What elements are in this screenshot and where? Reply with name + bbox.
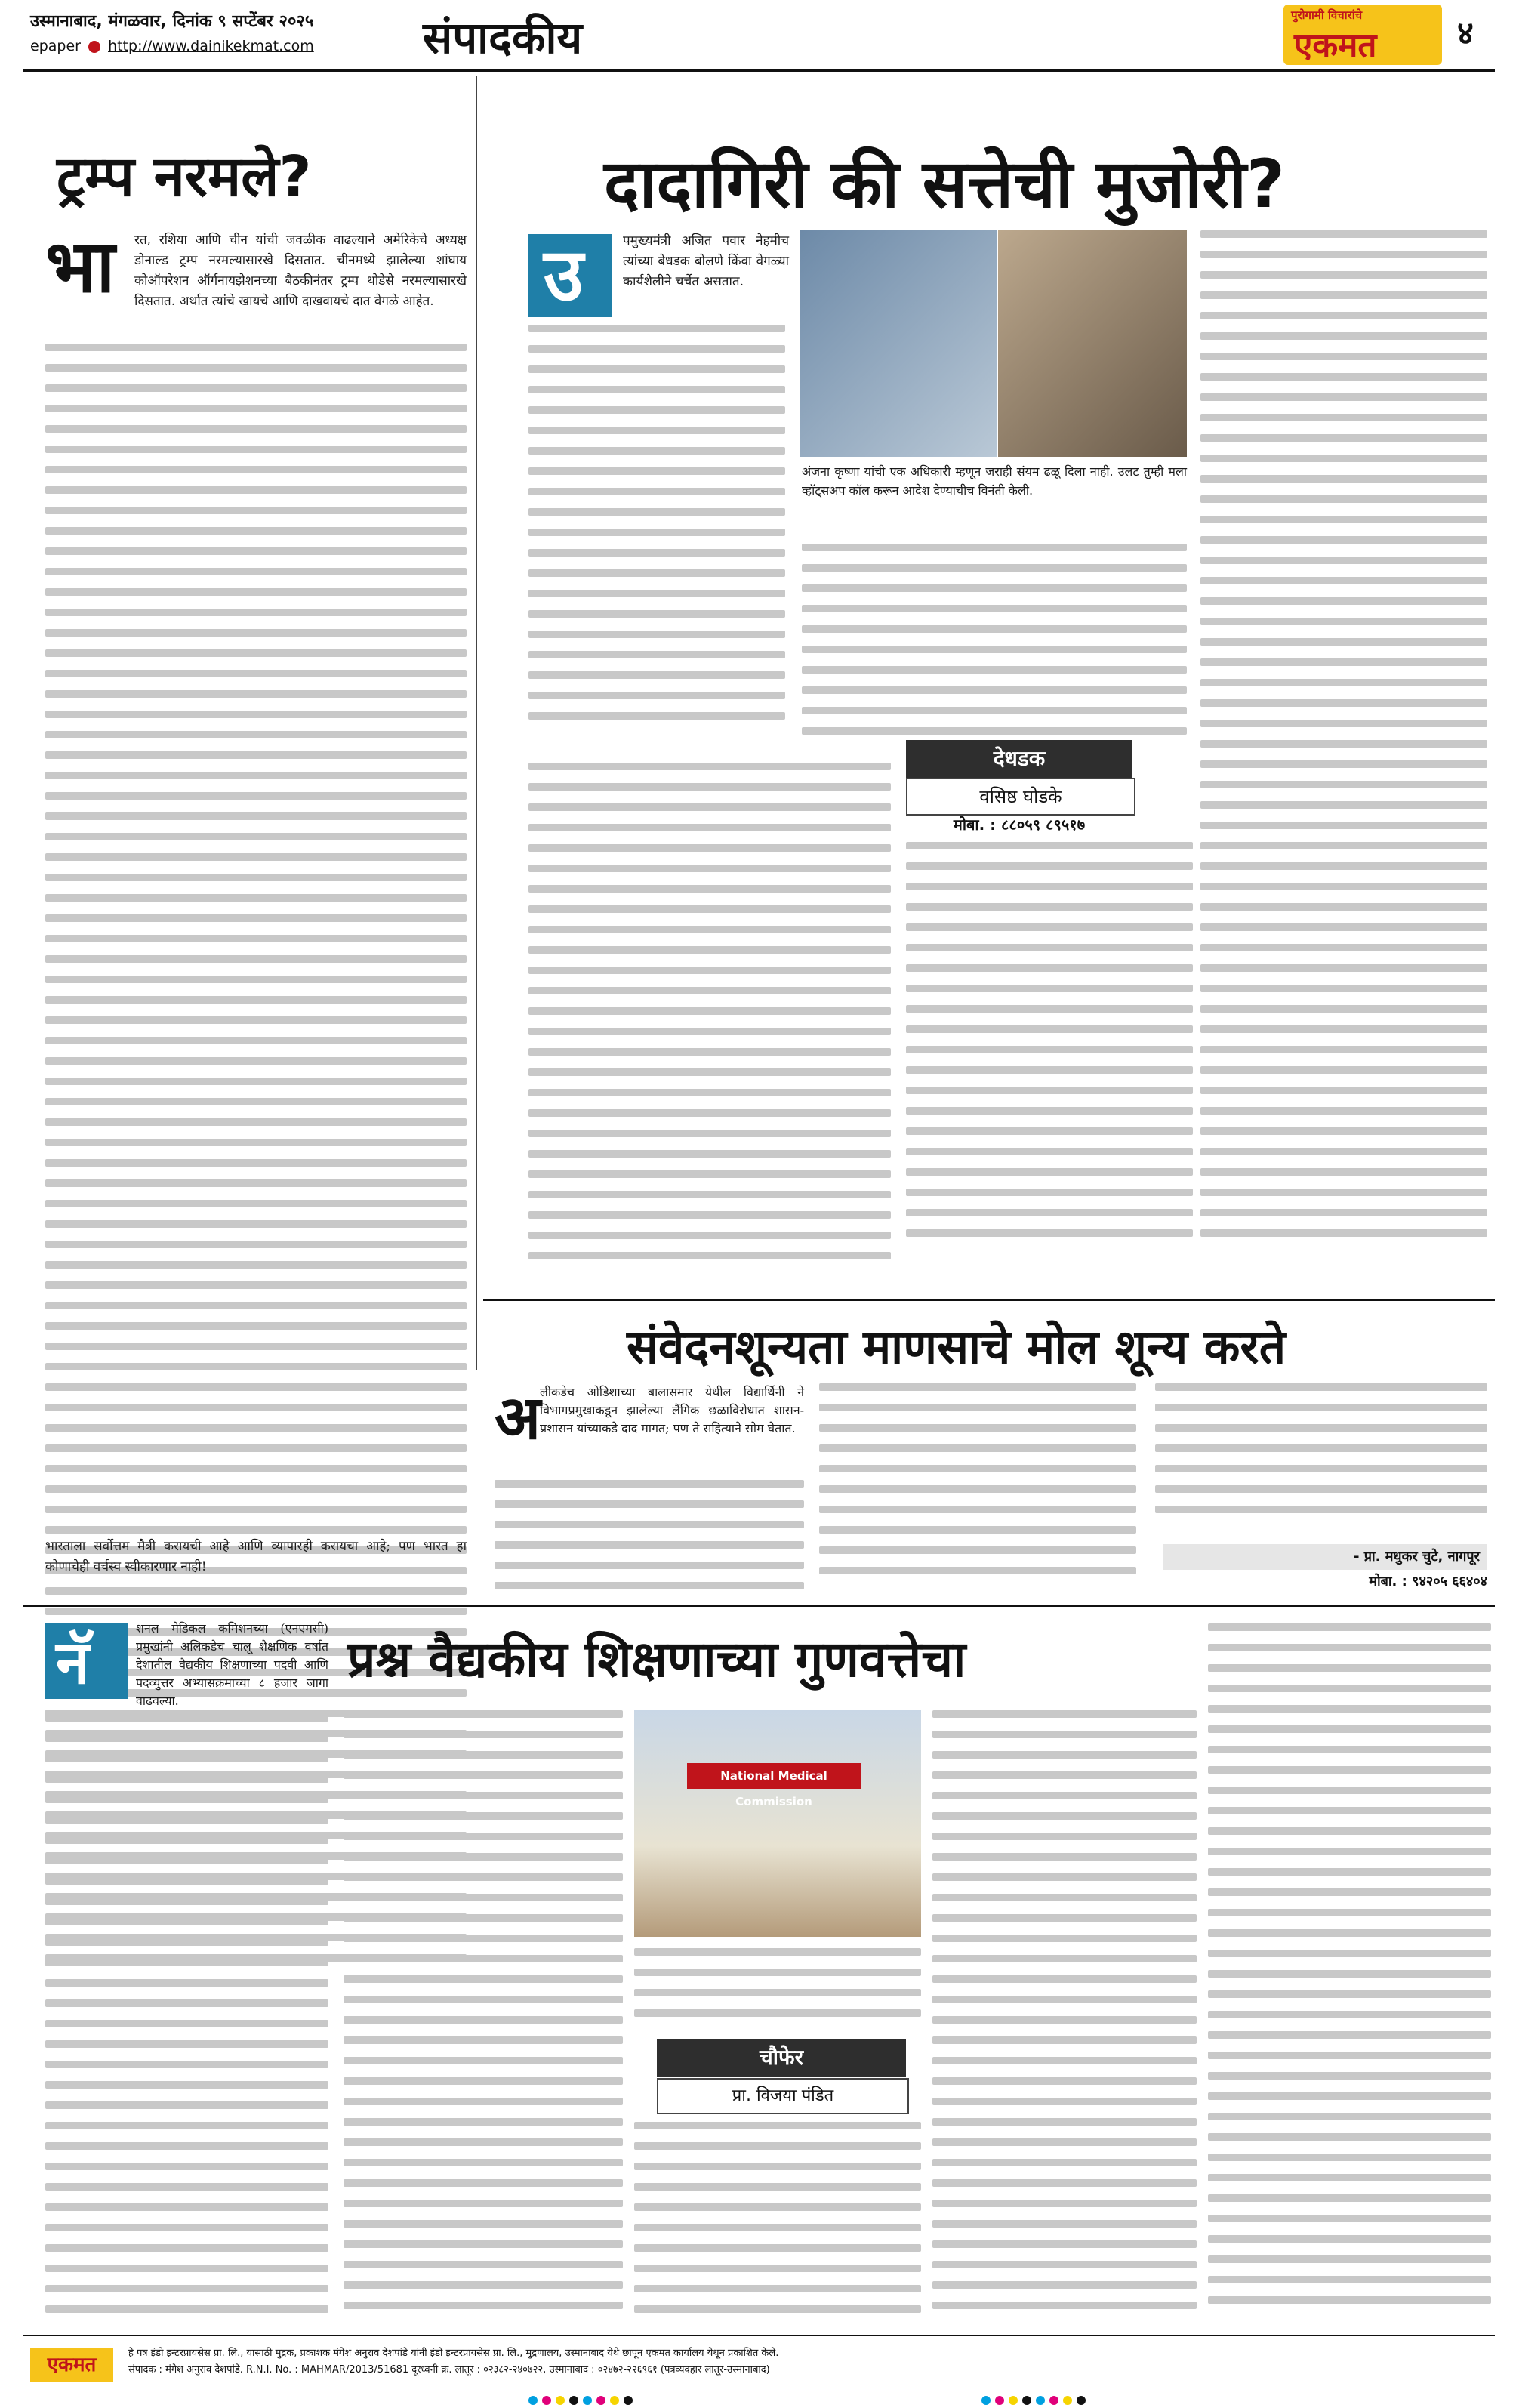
trump-opening: रत, रशिया आणि चीन यांची जवळीक वाढल्याने अमेरिकेचे अध्यक्ष डोनाल्ड ट्रम्प नरमल्यासारखे दिसतात. चीनमध्ये झालेल्या शांघाय कोऑपरेशन ऑर्गनायझेशनच्या बैठकीनंतर ट्रम्प थोडेसे नरमल्यासारखे दिसतात. अर्थात त्यांचे खायचे आणि दाखवायचे दात वेगळे आहेत. bbox=[134, 233, 467, 309]
brand-tagline: पुरोगामी विचारांचे bbox=[1291, 8, 1363, 22]
dadagiri-body-col2 bbox=[802, 544, 1187, 740]
footer bbox=[0, 2341, 1516, 2408]
nmc-sign: National Medical Commission bbox=[687, 1763, 861, 1789]
registration-marks-left bbox=[528, 2394, 637, 2403]
brand-logo bbox=[1283, 5, 1442, 65]
medical-body-col3b bbox=[634, 2122, 921, 2326]
masthead-rule bbox=[23, 69, 1495, 72]
nmc-building-photo bbox=[634, 1710, 921, 1937]
sanvedan-author: - प्रा. मधुकर चुटे, नागपूर bbox=[1163, 1544, 1487, 1570]
medical-dropcap: नॅ bbox=[56, 1627, 90, 1697]
dadagiri-body-col3 bbox=[1200, 230, 1487, 1265]
footer-imprint bbox=[128, 2345, 1487, 2379]
date-line: उस्मानाबाद, मंगळवार, दिनांक ९ सप्टेंबर २०२५ bbox=[30, 12, 314, 31]
medical-column-label: चौफेर bbox=[657, 2039, 906, 2077]
medical-body-col3a bbox=[634, 1948, 921, 2039]
medical-dropcap-box bbox=[45, 1623, 128, 1699]
dadagiri-mobile: मोबा. : ८८०५९ ८९५१७ bbox=[953, 816, 1086, 834]
dadagiri-dropcap: उ bbox=[544, 233, 584, 317]
dadagiri-body-col4 bbox=[528, 763, 891, 1284]
dadagiri-opening: पमुख्यमंत्री अजित पवार नेहमीच त्यांच्या बेधडक बोलणे किंवा वेगळ्या कार्यशैलीने चर्चेत असतात. bbox=[623, 233, 789, 289]
dadagiri-dropcap-box bbox=[528, 234, 612, 317]
medical-body-col4 bbox=[932, 1710, 1197, 2326]
sanvedan-opening: लीकडेच ओडिशाच्या बालासमार येथील विद्यार्थिनी ने विभागप्रमुखाकडून झालेल्या लैंगिक छळाविरोधात शासन-प्रशासन यांच्याकडे दाद मागत; पण ते सहित्याने सोम घेतात. bbox=[540, 1385, 804, 1435]
lower-rule bbox=[23, 1605, 1495, 1607]
medical-opening: शनल मेडिकल कमिशनच्या (एनएमसी) प्रमुखांनी अलिकडेच चालू शैक्षणिक वर्षात देशातील वैद्यकीय शिक्षणाच्या पदवी आणि पदव्युत्तर अभ्यासक्रमाच्या ८ हजार जागा वाढवल्या. bbox=[136, 1621, 328, 1708]
dadagiri-body-col1 bbox=[528, 325, 785, 748]
footer-rule bbox=[23, 2335, 1495, 2336]
trump-closing: भारताला सर्वोत्तम मैत्री करायची आहे आणि व्यापारही करायचा आहे; पण भारत हा कोणाचेही वर्चस्व स्वीकारणार नाही! bbox=[45, 1539, 467, 1574]
sanvedan-body-col1 bbox=[495, 1480, 804, 1593]
trump-headline: ट्रम्प नरमले? bbox=[57, 144, 312, 209]
registration-marks-right bbox=[981, 2394, 1090, 2403]
dadagiri-column-label: देधडक bbox=[906, 740, 1132, 778]
dadagiri-body-col5 bbox=[906, 842, 1193, 1284]
sanvedan-dropcap: अ bbox=[495, 1383, 541, 1453]
dadagiri-photo-caption: अंजना कृष्णा यांची एक अधिकारी म्हणून जराही संयम ढळू दिला नाही. उलट तुम्ही मला व्हॉट्सअप कॉल करून आदेश देण्याचीच विनंती केली. bbox=[802, 464, 1187, 498]
imprint-line-2: संपादक : मंगेश अनुराव देशपांडे. R.N.I. No. : MAHMAR/2013/51681 दूरध्वनी क्र. लातूर : ०२३८२-२४०७२२, उस्मानाबाद : ०२४७२-२२६९६१ (पत्रव्यवहार लातूर-उस्मानाबाद) bbox=[128, 2364, 770, 2376]
page-number: ४ bbox=[1457, 14, 1474, 51]
epaper-label: epaper bbox=[30, 38, 81, 54]
website-line bbox=[30, 35, 393, 57]
medical-body-col1 bbox=[45, 1714, 328, 2326]
trump-dropcap: भा bbox=[45, 224, 116, 309]
dadagiri-bottom-rule bbox=[483, 1299, 1495, 1301]
dadagiri-headline: दादागिरी की सत्तेची मुजोरी? bbox=[604, 145, 1285, 223]
medical-body-col5 bbox=[1208, 1623, 1491, 2326]
anjana-krishna-photo bbox=[998, 230, 1187, 457]
masthead-left bbox=[30, 9, 393, 57]
dadagiri-author: वसिष्ठ घोडके bbox=[906, 778, 1135, 816]
column-divider bbox=[476, 76, 477, 1370]
sanvedan-mobile: मोबा. : ९४२०५ ६६४०४ bbox=[1369, 1574, 1487, 1589]
sanvedan-body-col2 bbox=[819, 1383, 1136, 1587]
sanvedan-body-col3 bbox=[1155, 1383, 1487, 1534]
footer-logo: एकमत bbox=[30, 2348, 113, 2382]
imprint-line-1: हे पत्र इंडो इन्टरप्रायसेस प्रा. लि., यासाठी मुद्रक, प्रकाशक मंगेश अनुराव देशपांडे यांनी इंडो इन्टरप्रायसेस प्रा. लि., मुद्रणालय, उस्मानाबाद येथे छापून एकमत कार्यालय येथून प्रकाशित केले. bbox=[128, 2348, 779, 2359]
medical-author: प्रा. विजया पंडित bbox=[657, 2078, 909, 2114]
section-title: संपादकीय bbox=[423, 12, 583, 63]
ajit-pawar-photo bbox=[800, 230, 997, 457]
sanvedan-headline: संवेदनशून्यता माणसाचे मोल शून्य करते bbox=[627, 1319, 1286, 1374]
globe-icon bbox=[88, 41, 100, 53]
brand-name: एकमत bbox=[1294, 26, 1377, 65]
website-link[interactable]: http://www.dainikekmat.com bbox=[108, 38, 314, 54]
medical-body-col2 bbox=[344, 1710, 623, 2326]
medical-headline: प्रश्न वैद्यकीय शिक्षणाच्या गुणवत्तेचा bbox=[347, 1630, 966, 1688]
